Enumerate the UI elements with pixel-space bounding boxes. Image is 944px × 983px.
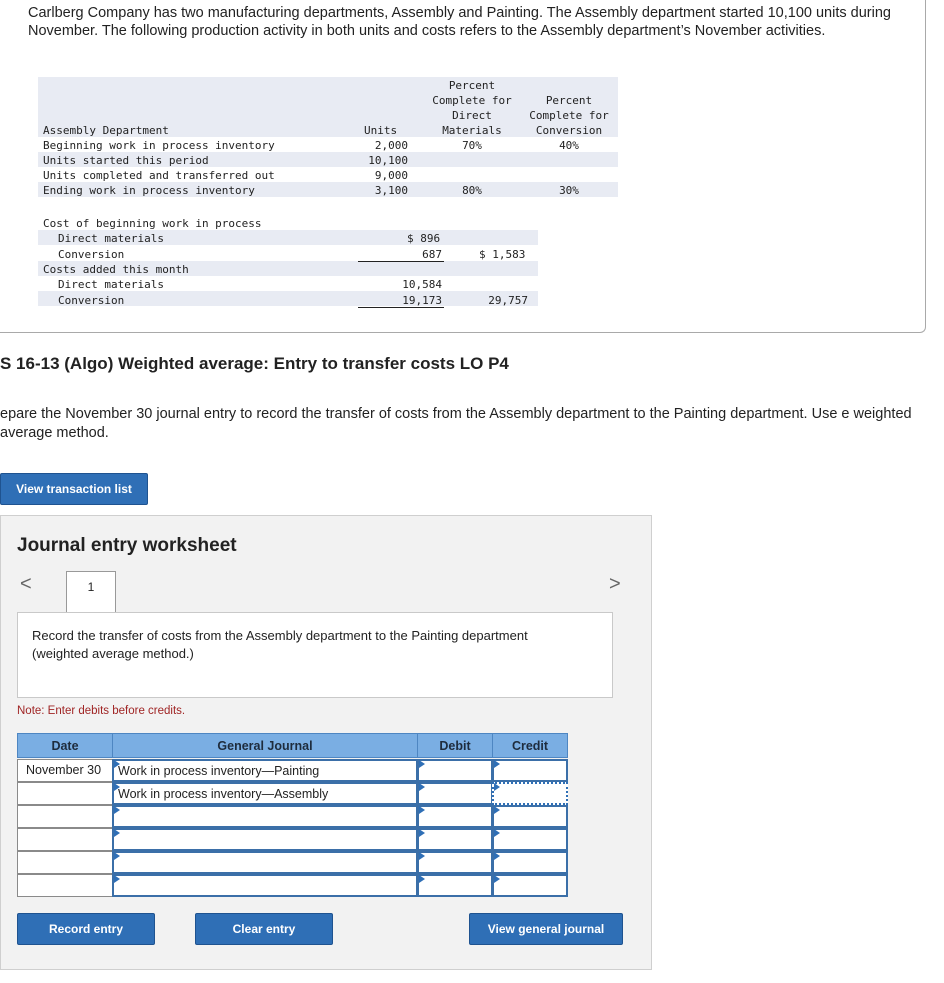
journal-credit-cell[interactable] [492,851,568,874]
journal-credit-cell[interactable] [492,805,568,828]
sum-underline [358,261,444,262]
beg-dm-value: $ 896 [407,232,441,245]
header-units: Units [364,124,398,137]
journal-debit-cell[interactable] [417,851,493,874]
header-credit: Credit [492,733,568,758]
row-units: 10,100 [368,154,408,167]
dropdown-flag-icon [114,829,120,837]
input-flag-icon [494,852,500,860]
journal-account-cell[interactable] [112,828,418,851]
view-general-journal-button[interactable]: View general journal [469,913,623,945]
header-pct-dm-line2: Complete for [432,94,512,107]
journal-account-cell[interactable]: Work in process inventory—Painting [112,759,418,782]
clear-entry-button[interactable]: Clear entry [195,913,333,945]
journal-account-cell[interactable] [112,805,418,828]
header-pct-dm-line3: Direct [452,109,492,122]
sum-underline [358,307,444,308]
journal-credit-cell[interactable] [492,782,568,805]
beg-dm-label: Direct materials [58,232,164,245]
row-dm-pct: 70% [462,139,482,152]
record-entry-button[interactable]: Record entry [17,913,155,945]
dropdown-flag-icon [114,760,120,768]
input-flag-icon [419,829,425,837]
header-pct-dm-line4: Materials [442,124,502,137]
dropdown-flag-icon [114,806,120,814]
row-conv-pct: 40% [559,139,579,152]
input-flag-icon [419,875,425,883]
header-pct-dm-line1: Percent [448,79,496,92]
journal-date-cell[interactable] [17,874,113,897]
journal-account-cell[interactable] [112,874,418,897]
add-conv-value: 19,173 [402,294,442,307]
beg-wip-label: Cost of beginning work in process [43,217,262,230]
input-flag-icon [419,760,425,768]
input-flag-icon [494,875,500,883]
add-dm-value: 10,584 [402,278,442,291]
row-units: 9,000 [374,169,408,182]
prev-arrow-icon[interactable]: < [20,573,32,595]
add-conv-label: Conversion [58,294,125,307]
dropdown-flag-icon [114,875,120,883]
add-total: 29,757 [488,294,528,307]
beg-total: $ 1,583 [479,248,526,261]
entry-note: Note: Enter debits before credits. [17,705,186,717]
row-label: Units completed and transferred out [43,169,275,182]
view-transaction-list-button[interactable]: View transaction list [0,473,148,505]
input-flag-icon [494,806,500,814]
header-debit: Debit [417,733,493,758]
input-flag-icon [419,783,425,791]
journal-credit-cell[interactable] [492,828,568,851]
next-arrow-icon[interactable]: > [609,573,621,595]
input-flag-icon [419,852,425,860]
tab-number: 1 [87,580,95,594]
journal-date-cell[interactable]: November 30 [17,759,113,782]
beg-conv-label: Conversion [58,248,125,261]
row-label: Beginning work in process inventory [43,139,275,152]
journal-account-cell[interactable] [112,851,418,874]
row-units: 3,100 [374,184,408,197]
problem-intro: Carlberg Company has two manufacturing departments, Assembly and Painting. The Assembly department started 10,100 units during November. The following production activity in both units and costs refers to the Assembly department’s November activities. [28,5,891,39]
journal-debit-cell[interactable] [417,805,493,828]
row-dm-pct: 80% [462,184,482,197]
input-flag-icon [494,829,500,837]
exercise-title: S 16-13 (Algo) Weighted average: Entry to transfer costs LO P4 [0,354,509,373]
added-label: Costs added this month [43,263,189,276]
dropdown-flag-icon [114,783,120,791]
worksheet-title: Journal entry worksheet [17,535,237,556]
row-label: Units started this period [43,154,209,167]
worksheet-tab-1[interactable] [66,571,116,613]
journal-date-cell[interactable] [17,782,113,805]
journal-debit-cell[interactable] [417,874,493,897]
header-date: Date [17,733,113,758]
journal-date-cell[interactable] [17,851,113,874]
input-flag-icon [494,760,500,768]
row-conv-pct: 30% [559,184,579,197]
journal-debit-cell[interactable] [417,782,493,805]
add-dm-label: Direct materials [58,278,164,291]
prompt-box [17,612,613,698]
header-pct-conv-line1: Percent [545,94,593,107]
input-flag-icon [494,783,500,791]
header-pct-conv-line3: Conversion [535,124,603,137]
journal-credit-cell[interactable] [492,759,568,782]
journal-debit-cell[interactable] [417,828,493,851]
dropdown-flag-icon [114,852,120,860]
beg-conv-value: 687 [422,248,442,261]
row-units: 2,000 [374,139,408,152]
header-general-journal: General Journal [112,733,418,758]
header-pct-conv-line2: Complete for [529,109,609,122]
header-department: Assembly Department [43,124,169,137]
journal-date-cell[interactable] [17,805,113,828]
prompt-text: Record the transfer of costs from the Assembly department to the Painting department (weighted average method.) [32,628,528,661]
journal-debit-cell[interactable] [417,759,493,782]
journal-account-cell[interactable]: Work in process inventory—Assembly [112,782,418,805]
exercise-instructions: epare the November 30 journal entry to record the transfer of costs from the Assembly department to the Painting department. Use e weighted average method. [0,406,912,441]
input-flag-icon [419,806,425,814]
row-label: Ending work in process inventory [43,184,255,197]
journal-date-cell[interactable] [17,828,113,851]
journal-credit-cell[interactable] [492,874,568,897]
